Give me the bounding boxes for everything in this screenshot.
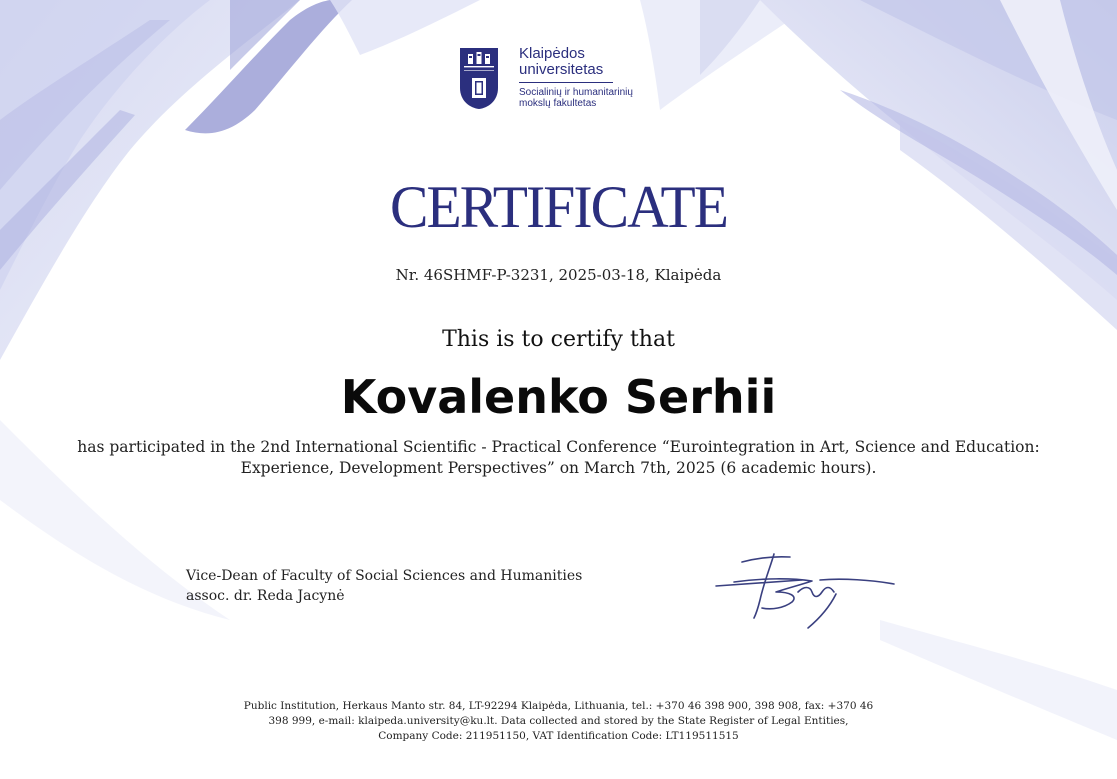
logo-divider bbox=[519, 82, 613, 83]
footer-line3: Company Code: 211951150, VAT Identification Code: LT119511515 bbox=[378, 730, 739, 742]
footer-line2: 398 999, e-mail: klaipeda.university@ku.lt. Data collected and stored by the State Register of Legal Entities, bbox=[268, 715, 849, 727]
institution-footer bbox=[200, 699, 917, 744]
university-logo bbox=[458, 46, 633, 110]
participation-description bbox=[40, 437, 1077, 479]
faculty-name-line2: mokslų fakultetas bbox=[519, 98, 597, 109]
university-name-line2: universitetas bbox=[519, 61, 604, 78]
signatory-position: Vice-Dean of Faculty of Social Sciences and Humanities bbox=[186, 568, 583, 584]
description-line1: has participated in the 2nd International Scientific - Practical Conference “Eurointegration in Art, Science and Education: bbox=[77, 438, 1040, 456]
faculty-name-line1: Socialinių ir humanitarinių bbox=[519, 87, 633, 98]
university-name-line1: Klaipėdos bbox=[519, 45, 585, 62]
certificate-title: CERTIFICATE bbox=[389, 174, 728, 240]
registration-number: Nr. 46SHMF-P-3231, 2025-03-18, Klaipėda bbox=[395, 266, 722, 284]
signatory-block bbox=[186, 566, 582, 606]
signatory-name: assoc. dr. Reda Jacynė bbox=[186, 588, 345, 604]
signature-icon bbox=[712, 548, 896, 634]
recipient-name: Kovalenko Serhii bbox=[340, 370, 777, 424]
certify-statement: This is to certify that bbox=[442, 327, 675, 352]
university-crest-icon bbox=[458, 46, 500, 110]
footer-line1: Public Institution, Herkaus Manto str. 84, LT-92294 Klaipėda, Lithuania, tel.: +370 46 398 900, 398 908, fax: +370 46 bbox=[243, 700, 874, 712]
description-line2: Experience, Development Perspectives” on March 7th, 2025 (6 academic hours). bbox=[240, 459, 877, 477]
